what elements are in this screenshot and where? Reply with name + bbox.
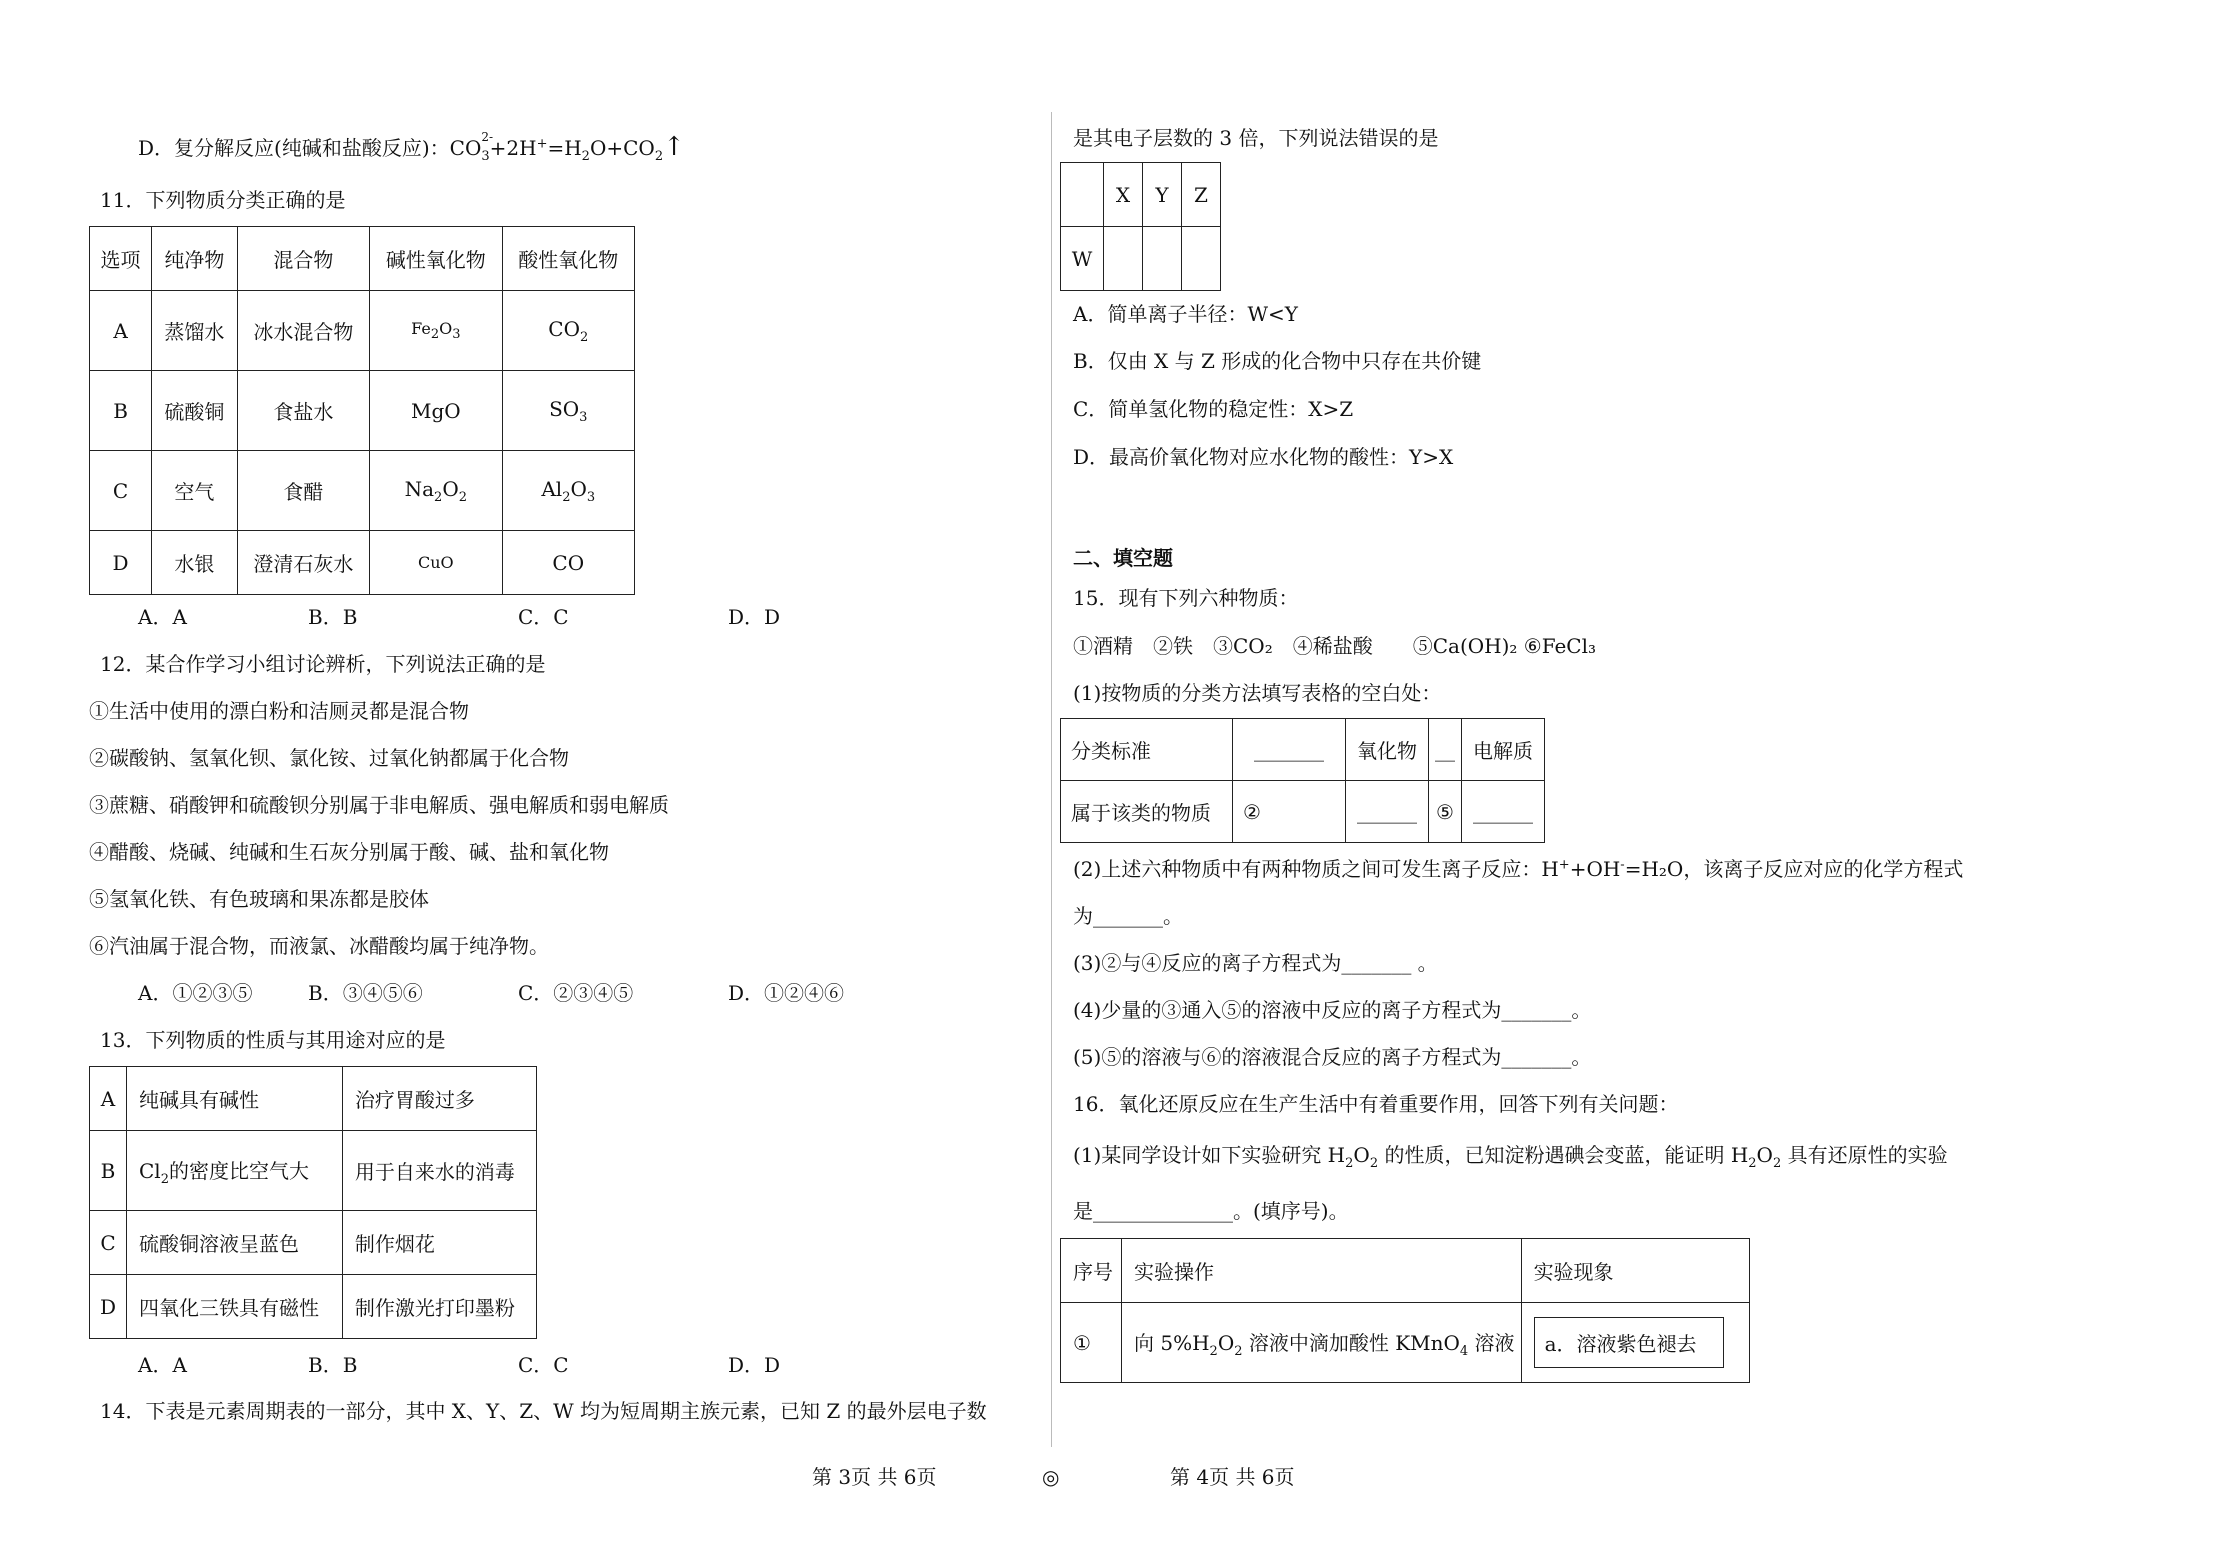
table-row: [90, 451, 635, 531]
q10-option-d: D．复分解反应(纯碱和盐酸反应)：CO $^{2-}$ $_3+2H^+=H_2O+CO_2↑$: [138, 130, 685, 164]
q13-choice-b: B．B: [308, 1353, 358, 1377]
q11-cell: $CO_2$: [502, 291, 634, 371]
q11-cell: 澄清石灰水: [237, 531, 369, 595]
table-row: [90, 1275, 537, 1339]
column-divider: [1051, 112, 1052, 1447]
q15-classification-table: [1060, 718, 1545, 843]
q13-choice-c: C．C: [518, 1353, 569, 1377]
q15-cell: 分类标准: [1061, 719, 1233, 781]
q11-cell: CO: [502, 531, 634, 595]
page-number-right: 第 4页 共 6页: [1170, 1465, 1295, 1489]
q11-cell: $SO_3$: [502, 371, 634, 451]
table-row: [90, 531, 635, 595]
q16-header: 实验操作: [1122, 1239, 1522, 1303]
q12-item: ③蔗糖、硝酸钾和硫酸钡分别属于非电解质、强电解质和弱电解质: [89, 793, 669, 817]
q16-header: 序号: [1061, 1239, 1122, 1303]
q15-part4: (4)少量的③通入⑤的溶液中反应的离子方程式为_______。: [1073, 998, 1592, 1022]
q16-part1: (1)某同学设计如下实验研究 $H_2O_2$ 的性质，已知淀粉遇碘会变蓝，能证明 $H_2O_2$ 具有还原性的实验: [1073, 1143, 1948, 1171]
periodic-cell: W: [1061, 227, 1104, 291]
q15-part5: (5)⑤的溶液与⑥的溶液混合反应的离子方程式为_______。: [1073, 1045, 1592, 1069]
q14-choice-c: C．简单氢化物的稳定性：X>Z: [1073, 397, 1354, 421]
q14-choice-d: D．最高价氧化物对应水化物的酸性：Y>X: [1073, 445, 1454, 469]
q16-experiment-table: [1060, 1238, 1750, 1383]
periodic-cell: Y: [1143, 163, 1182, 227]
q13-cell: 硫酸铜溶液呈蓝色: [127, 1211, 343, 1275]
q15-blank: __: [1429, 719, 1462, 781]
q11-cell: 蒸馏水: [152, 291, 238, 371]
q13-cell: 制作烟花: [342, 1211, 536, 1275]
q13-cell: D: [90, 1275, 127, 1339]
q11-cell: $Na_2O_2$: [370, 451, 502, 531]
q11-header: 选项: [90, 227, 152, 291]
q12-item: ①生活中使用的漂白粉和洁厕灵都是混合物: [89, 699, 469, 723]
table-row: [1061, 1303, 1750, 1383]
q12-item: ⑥汽油属于混合物，而液氯、冰醋酸均属于纯净物。: [89, 934, 549, 958]
q13-cell: 制作激光打印墨粉: [342, 1275, 536, 1339]
q12-choice-d: D．①②④⑥: [728, 981, 845, 1005]
q13-cell: 纯碱具有碱性: [127, 1067, 343, 1131]
q11-cell: $Al_2O_3$: [502, 451, 634, 531]
q14-choice-b: B．仅由 X 与 Z 形成的化合物中只存在共价键: [1073, 349, 1482, 373]
q11-cell: CuO: [370, 531, 502, 595]
q14-choice-a: A．简单离子半径：W<Y: [1073, 302, 1298, 326]
q15-cell: ⑤: [1429, 781, 1462, 843]
q11-cell: 冰水混合物: [237, 291, 369, 371]
q15-stem: 15．现有下列六种物质：: [1073, 586, 1299, 610]
q13-choice-d: D．D: [728, 1353, 781, 1377]
center-mark: ◎: [1042, 1465, 1060, 1489]
periodic-cell: [1061, 163, 1104, 227]
page-number-left: 第 3页 共 6页: [812, 1465, 937, 1489]
q15-blank: _______: [1233, 719, 1346, 781]
q16-cell: [1521, 1303, 1749, 1383]
q11-cell: 食醋: [237, 451, 369, 531]
q11-cell: 食盐水: [237, 371, 369, 451]
q15-blank: ______: [1346, 781, 1429, 843]
q11-header: 混合物: [237, 227, 369, 291]
q13-cell: 治疗胃酸过多: [342, 1067, 536, 1131]
q15-cell: 氧化物: [1346, 719, 1429, 781]
table-row: [90, 1211, 537, 1275]
q15-blank: ______: [1462, 781, 1545, 843]
q13-cell: B: [90, 1131, 127, 1211]
table-row: [90, 291, 635, 371]
q11-cell: A: [90, 291, 152, 371]
q15-part2-cont: 为_______。: [1073, 904, 1183, 928]
q15-part2: (2)上述六种物质中有两种物质之间可发生离子反应：H++OH-=H₂O，该离子反应对应的化学方程式: [1073, 857, 1964, 881]
q15-cell: 属于该类的物质: [1061, 781, 1233, 843]
q11-cell: B: [90, 371, 152, 451]
q11-cell: 空气: [152, 451, 238, 531]
q12-choice-c: C．②③④⑤: [518, 981, 634, 1005]
q11-cell: D: [90, 531, 152, 595]
q13-cell: 四氧化三铁具有磁性: [127, 1275, 343, 1339]
q14-stem: 14．下表是元素周期表的一部分，其中 X、Y、Z、W 均为短周期主族元素，已知 Z 的最外层电子数: [100, 1399, 987, 1423]
q13-choice-a: A．A: [138, 1353, 187, 1377]
q16-stem: 16．氧化还原反应在生产生活中有着重要作用，回答下列有关问题：: [1073, 1092, 1679, 1116]
q13-cell: $Cl_2$的密度比空气大: [127, 1131, 343, 1211]
q15-cell: ②: [1233, 781, 1346, 843]
q13-table: [89, 1066, 537, 1339]
q12-item: ⑤氢氧化铁、有色玻璃和果冻都是胶体: [89, 887, 429, 911]
q12-item: ④醋酸、烧碱、纯碱和生石灰分别属于酸、碱、盐和氧化物: [89, 840, 609, 864]
q12-stem: 12．某合作学习小组讨论辨析，下列说法正确的是: [100, 652, 546, 676]
q11-header: 碱性氧化物: [370, 227, 502, 291]
q15-cell: 电解质: [1462, 719, 1545, 781]
q13-stem: 13．下列物质的性质与其用途对应的是: [100, 1028, 446, 1052]
q11-choice-c: C．C: [518, 605, 569, 629]
q12-item: ②碳酸钠、氢氧化钡、氯化铵、过氧化钠都属于化合物: [89, 746, 569, 770]
q11-cell: $Fe_2O_3$: [370, 291, 502, 371]
table-row: [90, 1131, 537, 1211]
q11-cell: 水银: [152, 531, 238, 595]
q13-cell: A: [90, 1067, 127, 1131]
q13-cell: 用于自来水的消毒: [342, 1131, 536, 1211]
q16-cell: ①: [1061, 1303, 1122, 1383]
q11-choice-a: A．A: [138, 605, 187, 629]
table-row: [90, 1067, 537, 1131]
q11-choice-d: D．D: [728, 605, 781, 629]
periodic-cell: [1143, 227, 1182, 291]
q11-cell: 硫酸铜: [152, 371, 238, 451]
q11-cell: C: [90, 451, 152, 531]
q11-choice-b: B．B: [308, 605, 358, 629]
q11-cell: MgO: [370, 371, 502, 451]
section-heading: 二、填空题: [1073, 546, 1173, 570]
q16-cell: 向 $5\%H_2O_2$ 溶液中滴加酸性 KMnO$_4$ 溶液: [1122, 1303, 1522, 1383]
q11-header: 酸性氧化物: [502, 227, 634, 291]
q11-table: [89, 226, 635, 595]
q13-cell: C: [90, 1211, 127, 1275]
periodic-cell: Z: [1182, 163, 1221, 227]
periodic-cell: [1182, 227, 1221, 291]
q11-stem: 11．下列物质分类正确的是: [100, 188, 346, 212]
periodic-cell: X: [1104, 163, 1143, 227]
q12-choice-a: A．①②③⑤: [138, 981, 253, 1005]
periodic-table-fragment: [1060, 162, 1221, 291]
q16-part1-cont: 是______________。(填序号)。: [1073, 1199, 1349, 1223]
q15-substances: ①酒精 ②铁 ③CO₂ ④稀盐酸 ⑤Ca(OH)₂ ⑥FeCl₃: [1073, 634, 1597, 658]
periodic-cell: [1104, 227, 1143, 291]
q15-part3: (3)②与④反应的离子方程式为_______ 。: [1073, 951, 1438, 975]
phenomenon-box: a．溶液紫色褪去: [1534, 1317, 1724, 1368]
table-row: [90, 371, 635, 451]
q12-choice-b: B．③④⑤⑥: [308, 981, 423, 1005]
q14-stem-continued: 是其电子层数的 3 倍，下列说法错误的是: [1073, 126, 1439, 150]
q15-part1: (1)按物质的分类方法填写表格的空白处：: [1073, 681, 1442, 705]
q16-header: 实验现象: [1521, 1239, 1749, 1303]
q11-header: 纯净物: [152, 227, 238, 291]
